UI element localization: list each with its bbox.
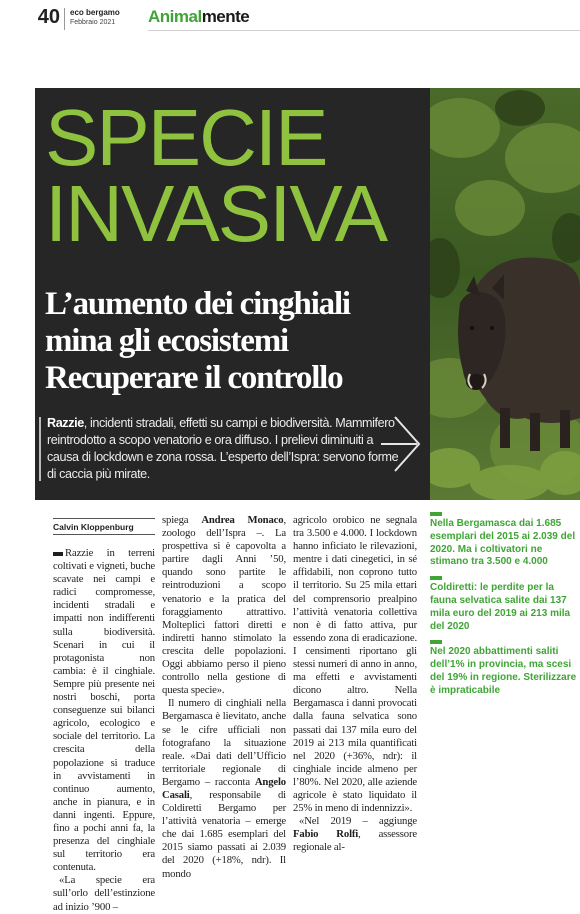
article-column-3 bbox=[293, 514, 417, 854]
paragraph bbox=[162, 697, 286, 880]
paragraph-text: «Nel 2019 – aggiunge bbox=[299, 815, 417, 828]
wild-boar-photo bbox=[430, 88, 580, 500]
paragraph-mark-icon bbox=[53, 552, 63, 556]
person-name: Andrea Monaco bbox=[201, 514, 284, 526]
key-fact bbox=[430, 640, 580, 697]
key-fact bbox=[430, 576, 580, 633]
headline-line-3: Recuperare il controllo bbox=[45, 360, 343, 396]
paragraph bbox=[53, 547, 155, 874]
dek-text: , incidenti stradali, effetti su campi e biodiversità. Mammifero reintrodotto a scopo venatorio e ora diffuso. I prelievi diminuiti a causa di lockdown e zona rossa. L’esperto dell’Ispra: servono forme di caccia più mirate. bbox=[47, 416, 399, 481]
key-fact-text: Nel 2020 abbattimenti saliti dell’1% in provincia, ma scesi del 19% in regione. Sterilizzare è impraticabile bbox=[430, 646, 577, 696]
article-column-1 bbox=[53, 547, 155, 914]
key-fact bbox=[430, 512, 580, 569]
page-number: 40 bbox=[37, 6, 60, 28]
paragraph-text: , zoologo dell’Ispra –. La prospettiva si è capovolta a partire dagli Anni ’50, quando sono partite le reintroduzioni a scopo venatorio e la pratica del foraggiamento attrattivo. Molteplici fattori diretti e indiretti hanno stimolato la crescita delle popolazioni. Oggi abbiamo perso il pieno controllo nella gestione di questa specie». bbox=[162, 514, 286, 697]
fact-mark-icon bbox=[430, 576, 442, 580]
key-fact-text: Nella Bergamasca dai 1.685 esemplari del 2015 ai 2.039 del 2020. Ma i coltivatori ne stimano tra 3.500 e 4.000 bbox=[430, 518, 576, 568]
paragraph: «La specie era sull’orlo dell’estinzione ad inizio ’900 – bbox=[53, 874, 155, 913]
headline bbox=[45, 286, 435, 397]
fact-mark-icon bbox=[430, 640, 442, 644]
byline: Calvin Kloppenburg bbox=[53, 522, 134, 532]
article-column-2 bbox=[162, 514, 286, 881]
paragraph-text: Il numero di cinghiali nella Bergamasca è lievitato, anche se le cifre ufficiali non fotografano la situazione reale. «Dai dati dell’Ufficio territoriale regionale di Bergamo – racconta bbox=[162, 697, 286, 788]
section-title bbox=[148, 7, 249, 27]
kicker-line-1: SPECIE bbox=[45, 93, 327, 182]
paragraph bbox=[293, 815, 417, 854]
section-title-b: mente bbox=[201, 7, 250, 26]
dek-bar bbox=[39, 417, 41, 481]
header-rule bbox=[148, 30, 580, 31]
arrow-right-icon bbox=[377, 413, 422, 475]
header-divider bbox=[64, 8, 65, 30]
paragraph-text: , assessore regionale al- bbox=[293, 828, 417, 854]
paragraph-text: , responsabile di Coldiretti Bergamo per l’attività venatoria – emerge che dai 1.685 esemplari del 2015 siamo passati ai 2.039 del 2020 (+18%, ndr). Il mondo bbox=[162, 788, 286, 880]
key-facts-sidebar bbox=[430, 512, 580, 705]
paragraph-text: spiega bbox=[162, 514, 202, 526]
person-name: Angelo Casali bbox=[162, 775, 286, 801]
dek bbox=[47, 415, 399, 483]
issue-date: Febbraio 2021 bbox=[70, 19, 116, 26]
fact-mark-icon bbox=[430, 512, 442, 516]
paragraph-text: Razzie in terreni coltivati e vigneti, buche scavate nei campi e radici compromesse, incidenti stradali e impatti non indifferenti sulla biodiversità. Scenari in cui il protagonista non cambia: è il cinghiale. Sempre più presente nei nostri boschi, porta conseguenze sui bilanci agricolo, ecologico e sociale del territorio. La crescita della popolazione si traduce in avvistamenti in continuo aumento, anche in pianura, e in danni ingenti. Eppure, fino a pochi anni fa, la presenza del cinghiale sul territorio era contenuta. bbox=[53, 547, 155, 874]
hero-panel bbox=[35, 88, 580, 500]
byline-rule-bottom bbox=[53, 534, 155, 535]
paragraph bbox=[162, 514, 286, 697]
byline-rule-top bbox=[53, 518, 155, 519]
dek-lead: Razzie bbox=[47, 416, 84, 430]
publication-name: eco bergamo bbox=[70, 8, 120, 17]
kicker-line-2: INVASIVA bbox=[45, 169, 387, 258]
kicker-title bbox=[45, 93, 445, 258]
key-fact-text: Coldiretti: le perdite per la fauna selvatica salite dai 137 mila euro del 2019 ai 213 mila del 2020 bbox=[430, 582, 571, 632]
section-title-a: Animal bbox=[148, 7, 202, 26]
paragraph: agricolo orobico ne segnala tra 3.500 e 4.000. I lockdown hanno inficiato le rilevazioni, mentre i dati cinegetici, in sé affidabili, non coprono tutto il territorio. Su 25 mila ettari del comprensorio prealpino l’attività venatoria collettiva non è di fatto attiva, pur essendo zona di eradicazione. I censimenti riportano gli stessi numeri di anno in anno, ma effetti e avvistamenti dicono altro. Nella Bergamasca i danni provocati dalla fauna selvatica sono passati dai 137 mila euro del 2019 ai 213 mila quantificati nel 2020 (+36%, ndr): il cinghiale incide almeno per l’80%. Nel 2020, alle aziende agricole è stato liquidato il 25% in meno di indennizzi». bbox=[293, 514, 417, 815]
person-name: Fabio Rolfi bbox=[293, 828, 359, 841]
headline-line-2: mina gli ecosistemi bbox=[45, 323, 288, 359]
headline-line-1: L’aumento dei cinghiali bbox=[45, 286, 350, 322]
